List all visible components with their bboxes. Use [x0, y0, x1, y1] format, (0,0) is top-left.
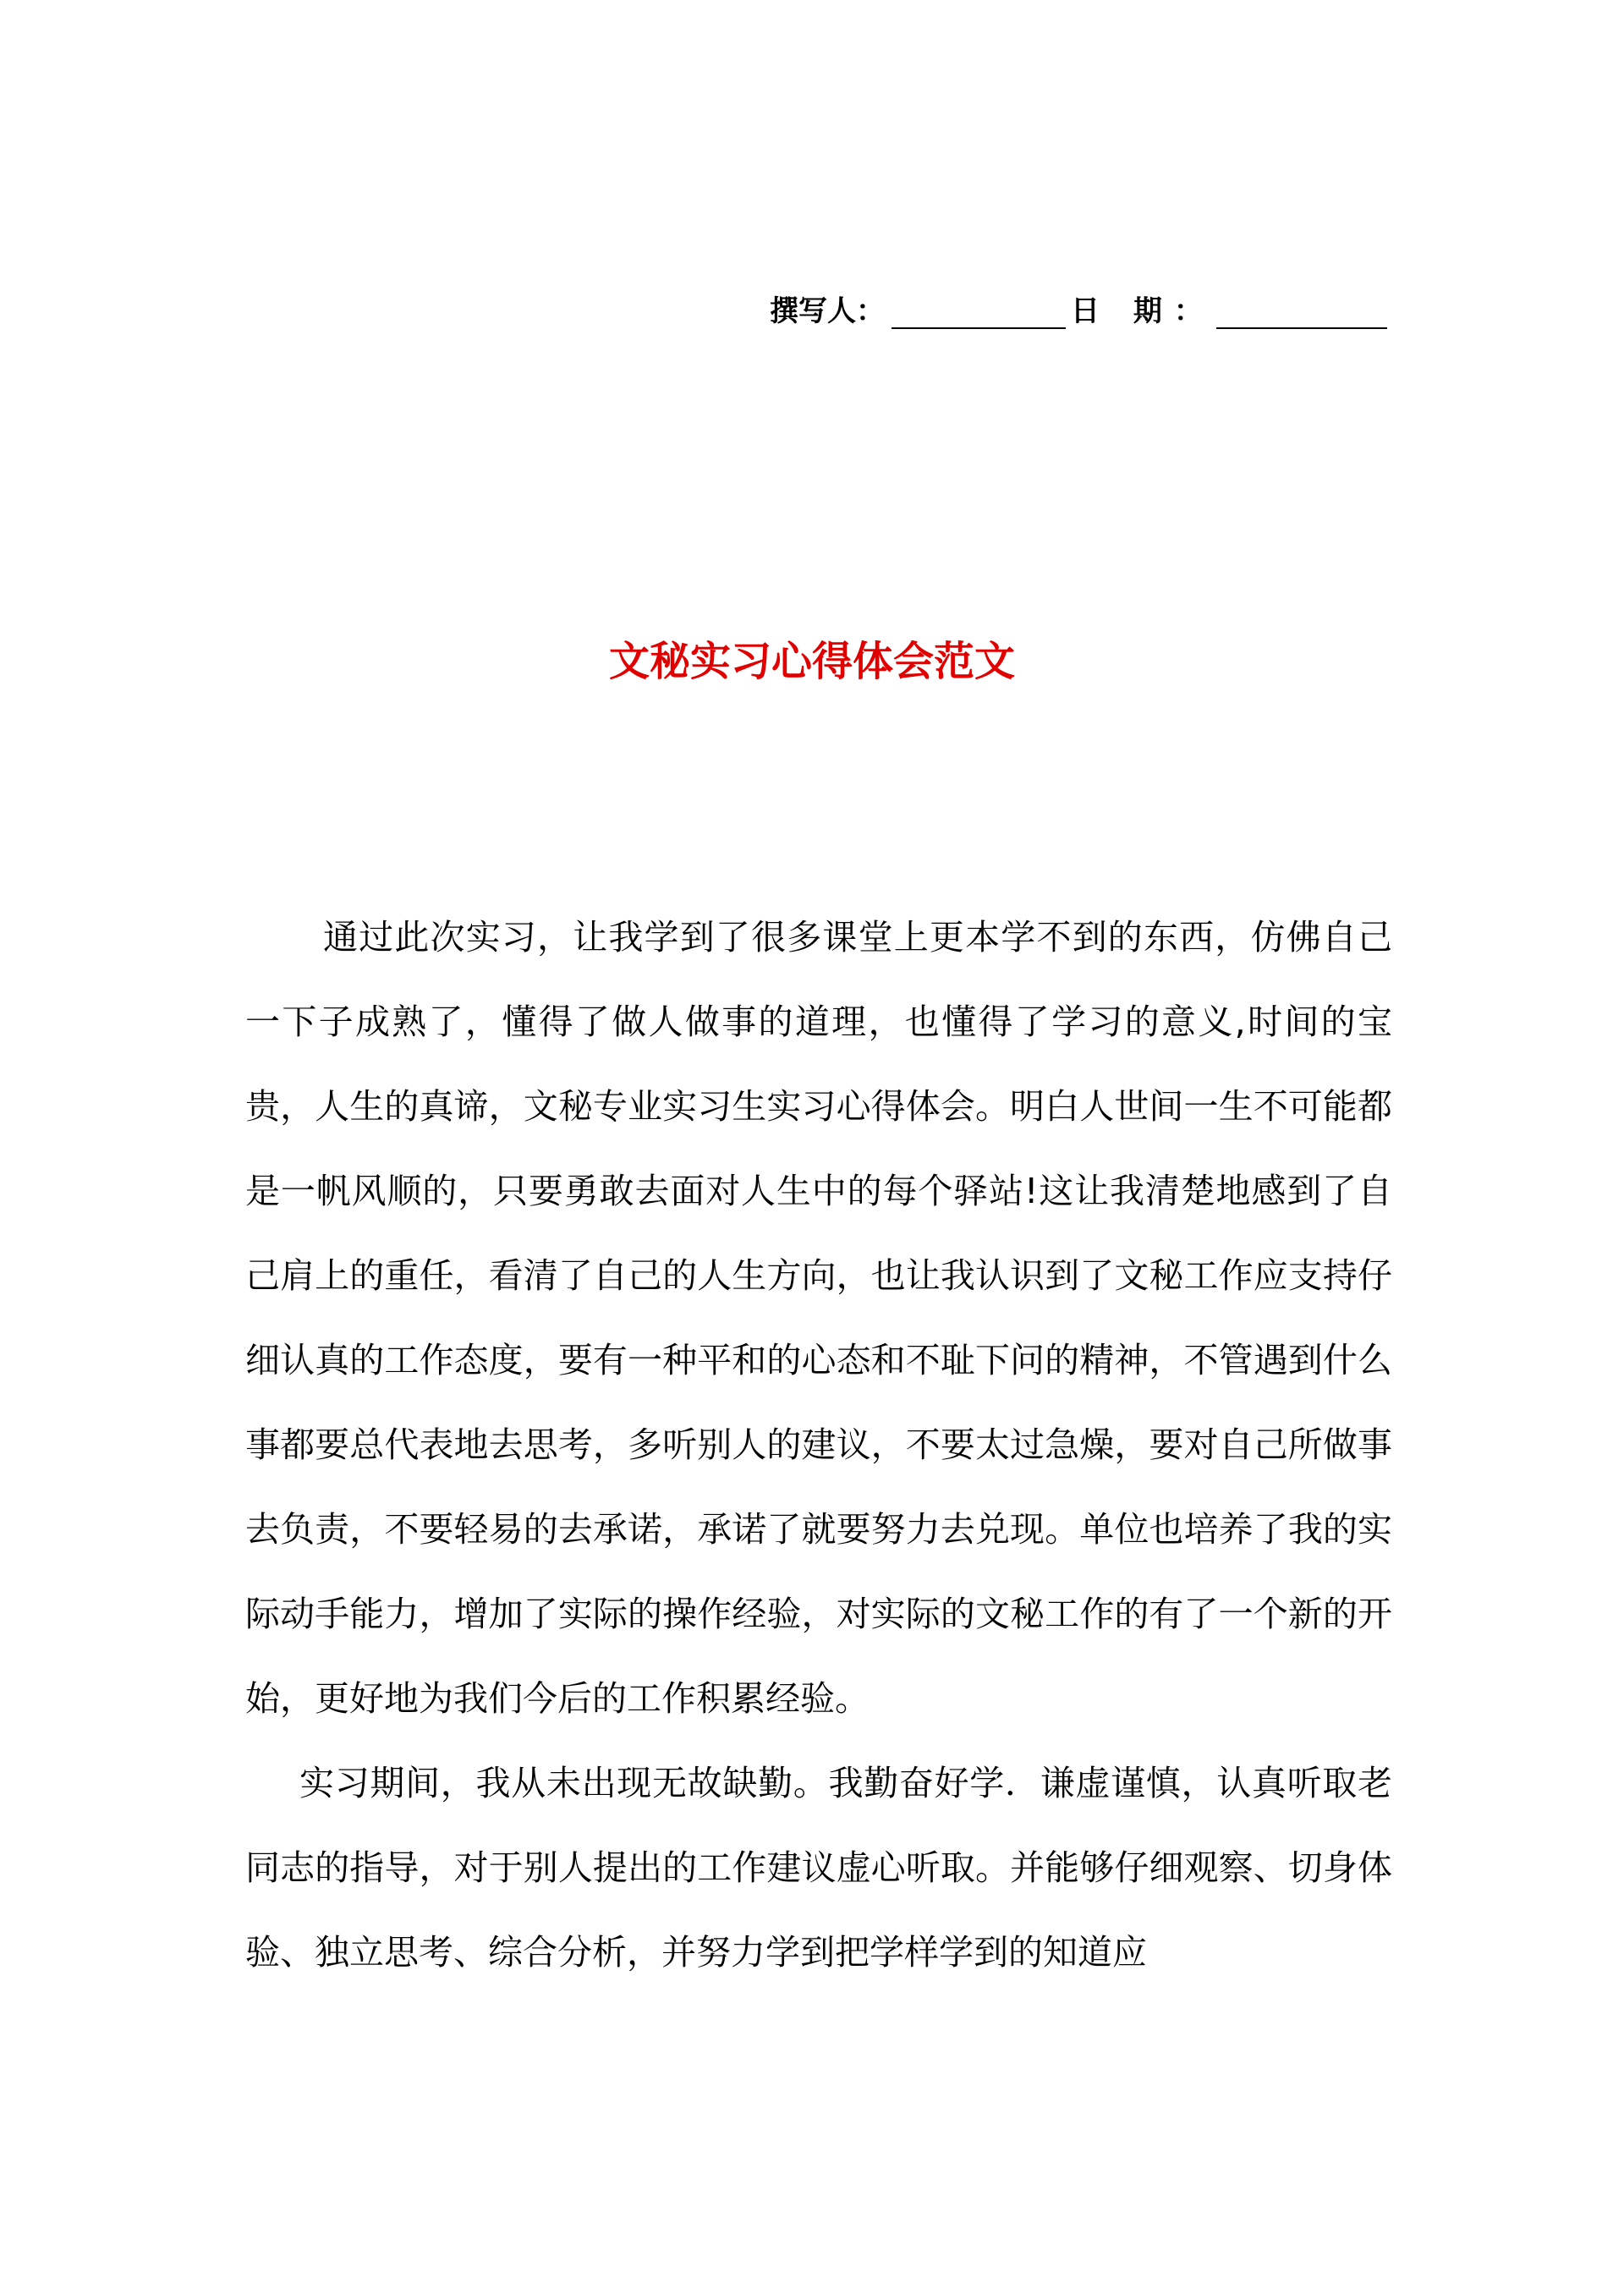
author-label: 撰写人： — [770, 294, 885, 328]
date-label: 日 期： — [1070, 294, 1215, 328]
author-blank-line — [892, 295, 1066, 329]
document-body — [245, 895, 1392, 1995]
document-title: 文秘实习心得体会范文 — [608, 638, 1015, 685]
date-blank-line — [1216, 295, 1387, 329]
paragraph-1: 通过此次实习，让我学到了很多课堂上更本学不到的东西，仿佛自己一下子成熟了，懂得了做人做事的道理，也懂得了学习的意义,时间的宝贵，人生的真谛，文秘专业实习生实习心得体会。明白人世间一生不可能都是一帆风顺的，只要勇敢去面对人生中的每个驿站!这让我清楚地感到了自己肩上的重任，看清了自己的人生方向，也让我认识到了文秘工作应支持仔细认真的工作态度，要有一种平和的心态和不耻下问的精神，不管遇到什么事都要总代表地去思考，多听别人的建议，不要太过急燥，要对自己所做事去负责，不要轻易的去承诺，承诺了就要努力去兑现。单位也培养了我的实际动手能力，增加了实际的操作经验，对实际的文秘工作的有了一个新的开始，更好地为我们今后的工作积累经验。 — [245, 917, 1392, 1719]
paragraph-2: 实习期间，我从未出现无故缺勤。我勤奋好学．谦虚谨慎，认真听取老同志的指导，对于别人提出的工作建议虚心听取。并能够仔细观察、切身体验、独立思考、综合分析，并努力学到把学样学到的知道应 — [245, 1763, 1392, 1973]
signature-header — [770, 282, 1387, 329]
